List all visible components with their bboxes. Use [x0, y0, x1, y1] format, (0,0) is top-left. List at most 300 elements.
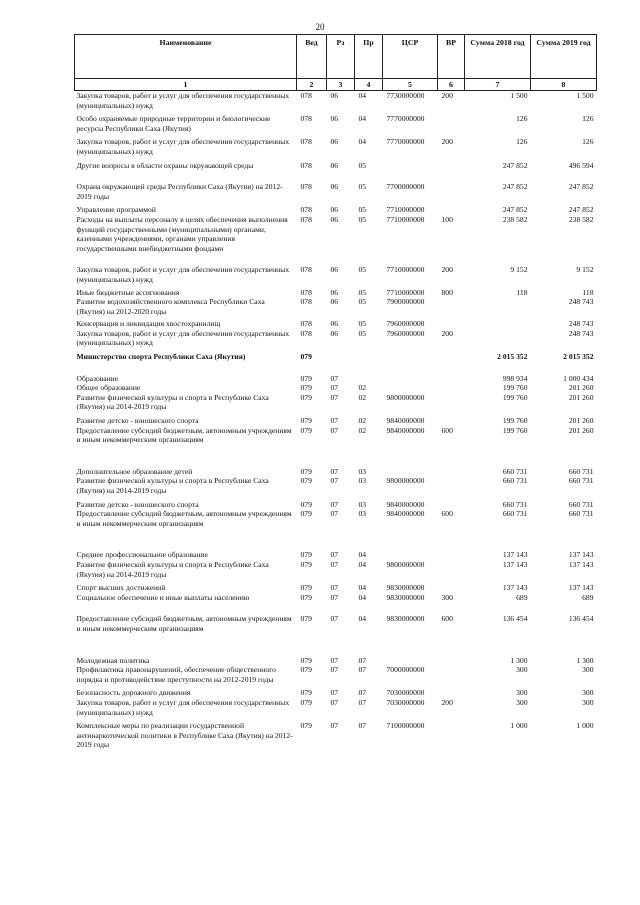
header-rz: Рз — [327, 35, 355, 79]
row-pr: 03 — [358, 476, 367, 486]
column-number: 3 — [327, 79, 355, 91]
row-ved: 079 — [300, 721, 312, 731]
row-name: Закупка товаров, работ и услуг для обеспечения государственных (муниципальных) нужд — [76, 137, 290, 156]
row-vr — [438, 393, 465, 412]
row-ved: 078 — [300, 182, 312, 192]
row-sum-2019: 689 — [582, 592, 594, 602]
table-row — [75, 528, 597, 560]
row-name: Расходы на выплаты персоналу в целях обеспечения выполнения функций государственными (муниципальными) органами, казенными учреждениями, органами управления государственными внебюджетными фондами — [76, 214, 288, 253]
row-pr: 04 — [358, 550, 367, 560]
row-csr: 7710000000 — [386, 214, 425, 224]
row-csr: 7770000000 — [386, 137, 425, 147]
row-sum-2019: 248 743 — [568, 297, 594, 307]
table-row — [75, 201, 597, 215]
row-pr: 05 — [358, 328, 367, 338]
row-csr: 7710000000 — [386, 265, 425, 275]
row-pr: 04 — [358, 614, 367, 624]
row-csr: 7100000000 — [386, 721, 425, 731]
row-sum-2018: 660 731 — [502, 466, 528, 476]
row-rz: 06 — [330, 319, 339, 329]
row-csr — [383, 362, 438, 384]
header-sum-2019: Сумма 2019 год — [531, 35, 597, 79]
row-pr: 04 — [358, 114, 367, 124]
column-number: 1 — [75, 79, 297, 91]
row-csr: 7730000000 — [386, 91, 425, 100]
row-csr: 7710000000 — [386, 205, 425, 215]
row-ved: 079 — [300, 509, 312, 519]
row-sum-2018: 137 143 — [502, 559, 528, 569]
row-pr — [355, 348, 383, 362]
row-sum-2019: 660 731 — [568, 499, 594, 509]
row-vr — [438, 717, 465, 750]
row-name: Образование — [76, 373, 119, 383]
row-sum-2019: 201 260 — [568, 416, 594, 426]
row-sum-2019: 201 260 — [568, 383, 594, 393]
column-number: 6 — [438, 79, 465, 91]
column-number: 4 — [355, 79, 383, 91]
table-body — [75, 91, 597, 750]
row-rz: 07 — [330, 688, 339, 698]
row-vr — [438, 665, 465, 684]
row-ved: 079 — [300, 559, 312, 569]
table-row — [75, 110, 597, 133]
table-row — [75, 316, 597, 329]
row-rz: 07 — [330, 614, 339, 624]
row-rz: 07 — [330, 392, 339, 402]
row-vr — [438, 496, 465, 510]
row-name: Министерство спорта Республики Саха (Якутия) — [76, 352, 246, 362]
row-pr: 05 — [358, 297, 367, 307]
row-name: Развитие водохозяйственного комплекса Республики Саха (Якутия) на 2012-2020 годы — [76, 297, 265, 316]
table-row — [75, 496, 597, 510]
row-sum-2018: 300 — [516, 688, 528, 698]
row-sum-2019: 660 731 — [568, 509, 594, 519]
row-pr: 07 — [358, 688, 367, 698]
row-vr: 600 — [441, 509, 453, 519]
row-csr: 9840000000 — [386, 499, 425, 509]
column-number: 8 — [531, 79, 597, 91]
row-vr: 200 — [441, 328, 453, 338]
row-pr: 02 — [358, 383, 367, 393]
row-sum-2019: 248 743 — [568, 328, 594, 338]
row-csr — [383, 157, 438, 171]
row-ved: 079 — [300, 688, 312, 698]
row-csr — [383, 348, 438, 362]
row-sum-2018: 137 143 — [502, 583, 528, 593]
row-sum-2019: 247 852 — [568, 182, 594, 192]
row-sum-2018: 126 — [516, 114, 528, 124]
row-vr — [438, 476, 465, 495]
row-pr: 04 — [358, 583, 367, 593]
table-row — [75, 634, 597, 666]
row-pr: 03 — [358, 509, 367, 519]
row-sum-2018: 126 — [516, 137, 528, 147]
row-name: Среднее профессиональное образование — [76, 550, 208, 560]
row-ved: 079 — [300, 583, 312, 593]
row-rz: 07 — [330, 721, 339, 731]
row-sum-2018: 199 760 — [502, 416, 528, 426]
row-sum-2018: 300 — [516, 697, 528, 707]
row-pr: 05 — [358, 160, 367, 170]
table-row — [75, 297, 597, 316]
row-vr — [438, 634, 465, 666]
row-name: Закупка товаров, работ и услуг для обеспечения государственных (муниципальных) нужд — [76, 265, 290, 284]
row-csr: 7960000000 — [386, 319, 425, 329]
row-sum-2018: 2 015 352 — [497, 352, 528, 362]
row-sum-2019: 1 000 — [576, 721, 594, 731]
table-row — [75, 445, 597, 477]
row-name: Закупка товаров, работ и услуг для обеспечения государственных (муниципальных) нужд — [76, 697, 290, 717]
row-sum-2018: 238 582 — [502, 214, 528, 224]
row-rz: 07 — [330, 499, 339, 509]
table-row — [75, 215, 597, 253]
row-name: Охрана окружающей среды Республики Саха (Якутия) на 2012-2019 годы — [76, 182, 283, 201]
row-name: Социальное обеспечение и иные выплаты населению — [76, 592, 250, 602]
row-sum-2018: 136 454 — [502, 614, 528, 624]
row-pr: 04 — [358, 559, 367, 569]
row-name: Спорт высших достижений — [76, 583, 166, 593]
row-vr — [438, 170, 465, 201]
row-sum-2019: 118 — [582, 287, 594, 297]
table-row — [75, 133, 597, 156]
row-name: Закупка товаров, работ и услуг для обеспечения государственных (муниципальных) нужд — [76, 91, 290, 110]
table-row — [75, 329, 597, 348]
row-ved: 079 — [300, 665, 312, 675]
row-sum-2019: 496 594 — [568, 160, 594, 170]
row-name: Общее образование — [76, 383, 141, 393]
row-sum-2018: 247 852 — [502, 182, 528, 192]
row-name: Дополнительное образование детей — [76, 466, 193, 476]
header-ved: Вед — [297, 35, 327, 79]
row-rz: 06 — [330, 297, 339, 307]
row-csr — [383, 383, 438, 393]
row-rz: 06 — [330, 328, 339, 338]
row-rz: 06 — [330, 137, 339, 147]
row-name: Развитие детско - юношеского спорта — [76, 499, 199, 509]
row-pr: 07 — [358, 721, 367, 731]
row-pr: 04 — [358, 91, 367, 100]
row-vr: 300 — [441, 592, 453, 602]
row-sum-2018 — [465, 329, 531, 348]
row-sum-2019: 126 — [582, 137, 594, 147]
row-pr: 05 — [358, 205, 367, 215]
row-sum-2018: 1 300 — [510, 655, 528, 665]
row-name: Управление программой — [76, 205, 156, 215]
row-vr — [438, 316, 465, 329]
row-csr — [383, 528, 438, 560]
table-row — [75, 383, 597, 393]
row-ved: 078 — [300, 160, 312, 170]
row-name: Иные бюджетные ассигнования — [76, 287, 180, 297]
page-number: 20 — [315, 22, 325, 32]
row-sum-2018: 199 760 — [502, 392, 528, 402]
row-rz: 07 — [330, 655, 339, 665]
table-row — [75, 362, 597, 384]
row-ved: 078 — [300, 91, 312, 100]
row-vr — [438, 383, 465, 393]
row-rz: 06 — [330, 182, 339, 192]
row-rz: 07 — [330, 592, 339, 602]
row-vr — [438, 110, 465, 133]
row-sum-2019: 126 — [582, 114, 594, 124]
row-rz: 07 — [330, 466, 339, 476]
header-vr: ВР — [438, 35, 465, 79]
row-rz — [327, 348, 355, 362]
row-ved: 079 — [300, 697, 312, 707]
row-csr: 9830000000 — [386, 592, 425, 602]
header-csr: ЦСР — [383, 35, 438, 79]
row-ved: 079 — [300, 352, 312, 362]
header-row — [75, 35, 597, 79]
row-rz: 07 — [330, 583, 339, 593]
row-ved: 078 — [300, 319, 312, 329]
row-rz: 06 — [330, 205, 339, 215]
table-row — [75, 665, 597, 684]
row-ved: 078 — [300, 265, 312, 275]
table-row — [75, 560, 597, 579]
table-row — [75, 348, 597, 362]
row-rz: 07 — [330, 383, 339, 393]
table-row — [75, 602, 597, 633]
row-vr — [438, 412, 465, 426]
table-row — [75, 170, 597, 201]
row-csr: 9840000000 — [386, 416, 425, 426]
row-sum-2019: 137 143 — [568, 583, 594, 593]
row-pr: 07 — [358, 697, 367, 707]
row-vr: 200 — [441, 265, 453, 275]
table-row — [75, 476, 597, 495]
table-row — [75, 717, 597, 750]
row-csr — [383, 445, 438, 477]
row-csr: 9800000000 — [386, 476, 425, 486]
row-sum-2018: 247 852 — [502, 160, 528, 170]
row-pr: 07 — [358, 655, 367, 665]
row-ved: 078 — [300, 214, 312, 224]
row-csr: 9840000000 — [386, 425, 425, 435]
row-name: Молодежная политика — [76, 655, 150, 665]
row-pr — [355, 362, 383, 384]
row-csr: 7030000000 — [386, 688, 425, 698]
row-vr — [438, 201, 465, 215]
row-sum-2018: 1 500 — [510, 91, 528, 100]
header-pr: Пр — [355, 35, 383, 79]
row-sum-2018: 9 152 — [510, 265, 528, 275]
row-vr: 200 — [441, 137, 453, 147]
row-name: Развитие детско - юношеского спорта — [76, 416, 199, 426]
row-rz: 06 — [330, 114, 339, 124]
row-name: Предоставление субсидий бюджетным, автономным учреждениям и иным некоммерческим организациям — [76, 425, 292, 445]
column-number: 5 — [383, 79, 438, 91]
row-rz: 06 — [330, 91, 339, 100]
row-pr: 04 — [358, 137, 367, 147]
row-ved: 079 — [300, 499, 312, 509]
row-csr: 9800000000 — [386, 559, 425, 569]
row-sum-2018: 689 — [516, 592, 528, 602]
row-name: Консервация и ликвидация хвостохранилищ — [76, 319, 221, 329]
row-sum-2018: 118 — [516, 287, 528, 297]
row-rz: 07 — [330, 559, 339, 569]
row-rz: 07 — [330, 509, 339, 519]
row-name: Развитие физической культуры и спорта в Республике Саха (Якутия) на 2014-2019 годы — [76, 476, 269, 495]
row-ved: 079 — [300, 425, 312, 435]
row-rz: 07 — [330, 425, 339, 435]
row-ved: 078 — [300, 328, 312, 338]
row-pr: 02 — [358, 416, 367, 426]
row-csr: 9830000000 — [386, 614, 425, 624]
row-pr: 05 — [358, 265, 367, 275]
row-sum-2019: 136 454 — [568, 614, 594, 624]
row-pr: 04 — [358, 592, 367, 602]
row-sum-2018: 199 760 — [502, 383, 528, 393]
row-name: Особо охраняемые природные территории и биологические ресурсы Республики Саха (Якутия) — [76, 114, 271, 133]
row-ved: 078 — [300, 287, 312, 297]
row-csr: 7900000000 — [386, 297, 425, 307]
row-vr — [438, 445, 465, 477]
row-vr: 200 — [441, 91, 453, 100]
row-sum-2019: 300 — [582, 697, 594, 707]
row-vr: 600 — [441, 425, 453, 435]
row-name: Предоставление субсидий бюджетным, автономным учреждениям и иным некоммерческим организациям — [76, 614, 292, 633]
row-sum-2018 — [465, 316, 531, 329]
row-vr — [438, 528, 465, 560]
column-number: 7 — [465, 79, 531, 91]
table-row — [75, 698, 597, 717]
row-ved: 079 — [300, 383, 312, 393]
row-ved: 078 — [300, 137, 312, 147]
row-pr: 02 — [358, 425, 367, 435]
row-csr: 7960000000 — [386, 328, 425, 338]
row-sum-2018: 137 143 — [502, 550, 528, 560]
row-sum-2019: 660 731 — [568, 466, 594, 476]
row-ved: 079 — [300, 476, 312, 486]
row-sum-2019: 137 143 — [568, 550, 594, 560]
row-ved: 078 — [300, 297, 312, 307]
row-rz: 06 — [330, 160, 339, 170]
row-sum-2019: 1 500 — [576, 91, 594, 100]
table-row — [75, 393, 597, 412]
row-csr: 7000000000 — [386, 665, 425, 675]
row-ved: 078 — [300, 114, 312, 124]
row-ved: 079 — [300, 416, 312, 426]
row-rz: 07 — [330, 416, 339, 426]
row-ved: 079 — [300, 655, 312, 665]
row-sum-2018 — [465, 297, 531, 316]
row-sum-2019: 1 300 — [576, 655, 594, 665]
row-sum-2019: 300 — [582, 665, 594, 675]
row-pr: 05 — [358, 182, 367, 192]
row-rz: 07 — [330, 665, 339, 675]
row-ved: 079 — [300, 373, 312, 383]
row-name: Профилактика правонарушений, обеспечение общественного порядка и противодействие преступности на 2012-2019 годы — [76, 665, 276, 684]
row-sum-2018: 199 760 — [502, 425, 528, 435]
row-name: Развитие физической культуры и спорта в Республике Саха (Якутия) на 2014-2019 годы — [76, 392, 269, 412]
row-sum-2018: 247 852 — [502, 205, 528, 215]
row-name: Комплексные меры по реализации государственной антинаркотической политики в Республике Саха (Якутия) на 2012-2019 годы — [76, 721, 293, 750]
row-sum-2018: 1 000 — [510, 721, 528, 731]
row-ved: 079 — [300, 592, 312, 602]
row-pr: 05 — [358, 214, 367, 224]
column-number: 2 — [297, 79, 327, 91]
row-sum-2018: 998 934 — [502, 373, 528, 383]
table-row — [75, 579, 597, 593]
table-row — [75, 157, 597, 171]
row-sum-2019: 248 743 — [568, 319, 594, 329]
row-rz: 07 — [330, 373, 339, 383]
header-name: Наименование — [75, 35, 297, 79]
row-csr: 9830000000 — [386, 583, 425, 593]
row-sum-2019: 2 015 352 — [563, 352, 594, 362]
row-vr — [438, 362, 465, 384]
row-csr: 9800000000 — [386, 392, 425, 402]
table-row — [75, 593, 597, 603]
row-vr — [438, 348, 465, 362]
row-name: Развитие физической культуры и спорта в Республике Саха (Якутия) на 2014-2019 годы — [76, 559, 269, 579]
row-name: Безопасность дорожного движения — [76, 688, 191, 698]
row-pr: 03 — [358, 466, 367, 476]
row-vr: 800 — [441, 287, 453, 297]
row-vr: 600 — [441, 614, 453, 624]
row-sum-2019: 137 143 — [568, 559, 594, 569]
row-sum-2019: 201 260 — [568, 425, 594, 435]
row-csr: 7770000000 — [386, 114, 425, 124]
row-ved: 079 — [300, 466, 312, 476]
row-csr: 7030000000 — [386, 697, 425, 707]
row-sum-2018: 660 731 — [502, 476, 528, 486]
column-number-row — [75, 79, 597, 91]
row-sum-2019: 201 260 — [568, 392, 594, 402]
row-sum-2018: 660 731 — [502, 499, 528, 509]
row-ved: 078 — [300, 205, 312, 215]
row-ved: 079 — [300, 614, 312, 624]
row-pr: 02 — [358, 392, 367, 402]
row-pr: 03 — [358, 499, 367, 509]
row-sum-2019: 9 152 — [576, 265, 594, 275]
table-row — [75, 412, 597, 426]
row-vr: 100 — [441, 214, 453, 224]
row-rz: 07 — [330, 550, 339, 560]
table-row — [75, 509, 597, 528]
row-vr — [438, 579, 465, 593]
row-pr: 07 — [358, 665, 367, 675]
budget-table — [74, 34, 597, 750]
row-sum-2019: 247 852 — [568, 205, 594, 215]
row-ved: 079 — [300, 550, 312, 560]
row-pr: 05 — [358, 287, 367, 297]
row-vr — [438, 684, 465, 698]
row-rz: 07 — [330, 476, 339, 486]
row-name: Другие вопросы в области охраны окружающей среды — [76, 160, 254, 170]
row-sum-2019: 300 — [582, 688, 594, 698]
row-sum-2019: 238 582 — [568, 214, 594, 224]
row-rz: 07 — [330, 697, 339, 707]
row-sum-2018: 300 — [516, 665, 528, 675]
table-row — [75, 684, 597, 698]
row-csr: 9840000000 — [386, 509, 425, 519]
header-sum-2018: Сумма 2018 год — [465, 35, 531, 79]
row-csr: 7710000000 — [386, 287, 425, 297]
row-ved: 079 — [300, 392, 312, 402]
row-rz: 06 — [330, 265, 339, 275]
row-csr: 7700000000 — [386, 182, 425, 192]
table-row — [75, 253, 597, 284]
row-vr — [438, 157, 465, 171]
table-row — [75, 285, 597, 298]
row-pr: 05 — [358, 319, 367, 329]
row-name: Закупка товаров, работ и услуг для обеспечения государственных (муниципальных) нужд — [76, 328, 290, 348]
table-row — [75, 91, 597, 111]
row-sum-2019: 1 000 434 — [563, 373, 594, 383]
row-sum-2018: 660 731 — [502, 509, 528, 519]
